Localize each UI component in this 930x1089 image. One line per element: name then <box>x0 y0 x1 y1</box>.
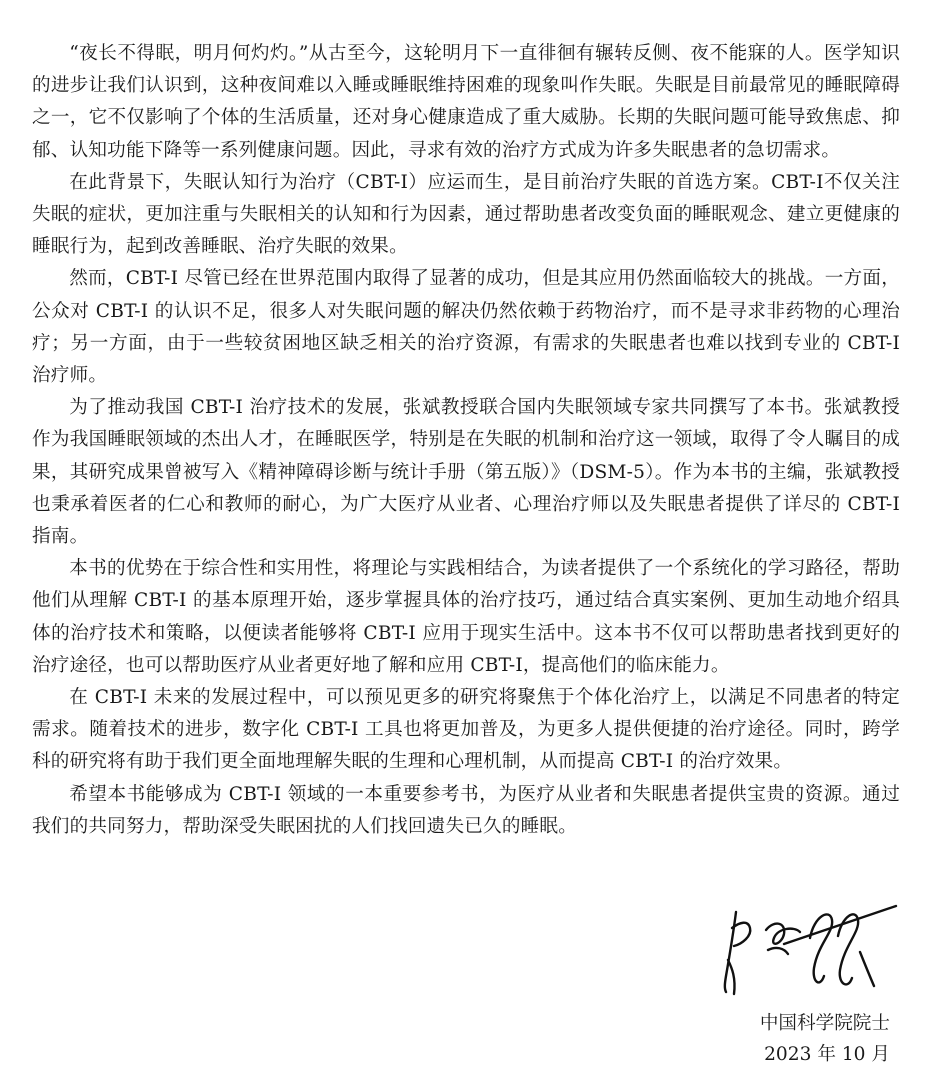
handwritten-signature-icon <box>714 898 904 1004</box>
paragraph-2: 在此背景下，失眠认知行为治疗（CBT-I）应运而生，是目前治疗失眠的首选方案。CBT-I不仅关注失眠的症状，更加注重与失眠相关的认知和行为因素，通过帮助患者改变负面的睡眠观念、建立更健康的睡眠行为，起到改善睡眠、治疗失眠的效果。 <box>32 171 900 258</box>
preface-body <box>32 38 900 843</box>
paragraph-1: “夜长不得眠，明月何灼灼。”从古至今，这轮明月下一直徘徊有辗转反侧、夜不能寐的人。医学知识的进步让我们认识到，这种夜间难以入睡或睡眠维持困难的现象叫作失眠。失眠是目前最常见的睡眠障碍之一，它不仅影响了个体的生活质量，还对身心健康造成了重大威胁。长期的失眠问题可能导致焦虑、抑郁、认知功能下降等一系列健康问题。因此，寻求有效的治疗方式成为许多失眠患者的急切需求。 <box>32 43 900 161</box>
paragraph-4: 为了推动我国 CBT-I 治疗技术的发展，张斌教授联合国内失眠领域专家共同撰写了本书。张斌教授作为我国睡眠领域的杰出人才，在睡眠医学，特别是在失眠的机制和治疗这一领域，取得了令人瞩目的成果，其研究成果曾被写入《精神障碍诊断与统计手册（第五版）》（DSM-5）。作为本书的主编，张斌教授也秉承着医者的仁心和教师的耐心，为广大医疗从业者、心理治疗师以及失眠患者提供了详尽的 CBT-I 指南。 <box>32 397 900 548</box>
paragraph-7: 希望本书能够成为 CBT-I 领域的一本重要参考书，为医疗从业者和失眠患者提供宝贵的资源。通过我们的共同努力，帮助深受失眠困扰的人们找回遗失已久的睡眠。 <box>32 783 900 837</box>
signer-title: 中国科学院院士 <box>759 1013 890 1034</box>
paragraph-3: 然而，CBT-I 尽管已经在世界范围内取得了显著的成功，但是其应用仍然面临较大的挑战。一方面，公众对 CBT-I 的认识不足，很多人对失眠问题的解决仍然依赖于药物治疗，而不是寻求非药物的心理治疗；另一方面，由于一些较贫困地区缺乏相关的治疗资源，有需求的失眠患者也难以找到专业的 CBT-I 治疗师。 <box>32 268 900 387</box>
signature-block <box>760 1008 890 1070</box>
paragraph-5: 本书的优势在于综合性和实用性，将理论与实践相结合，为读者提供了一个系统化的学习路径，帮助他们从理解 CBT-I 的基本原理开始，逐步掌握具体的治疗技巧，通过结合真实案例、更加生动地介绍具体的治疗技术和策略，以便读者能够将 CBT-I 应用于现实生活中。这本书不仅可以帮助患者找到更好的治疗途径，也可以帮助医疗从业者更好地了解和应用 CBT-I，提高他们的临床能力。 <box>32 558 900 676</box>
paragraph-6: 在 CBT-I 未来的发展过程中，可以预见更多的研究将聚焦于个体化治疗上，以满足不同患者的特定需求。随着技术的进步，数字化 CBT-I 工具也将更加普及，为更多人提供便捷的治疗途径。同时，跨学科的研究将有助于我们更全面地理解失眠的生理和心理机制，从而提高 CBT-I 的治疗效果。 <box>32 687 900 773</box>
signature-date: 2023 年 10 月 <box>764 1044 890 1065</box>
